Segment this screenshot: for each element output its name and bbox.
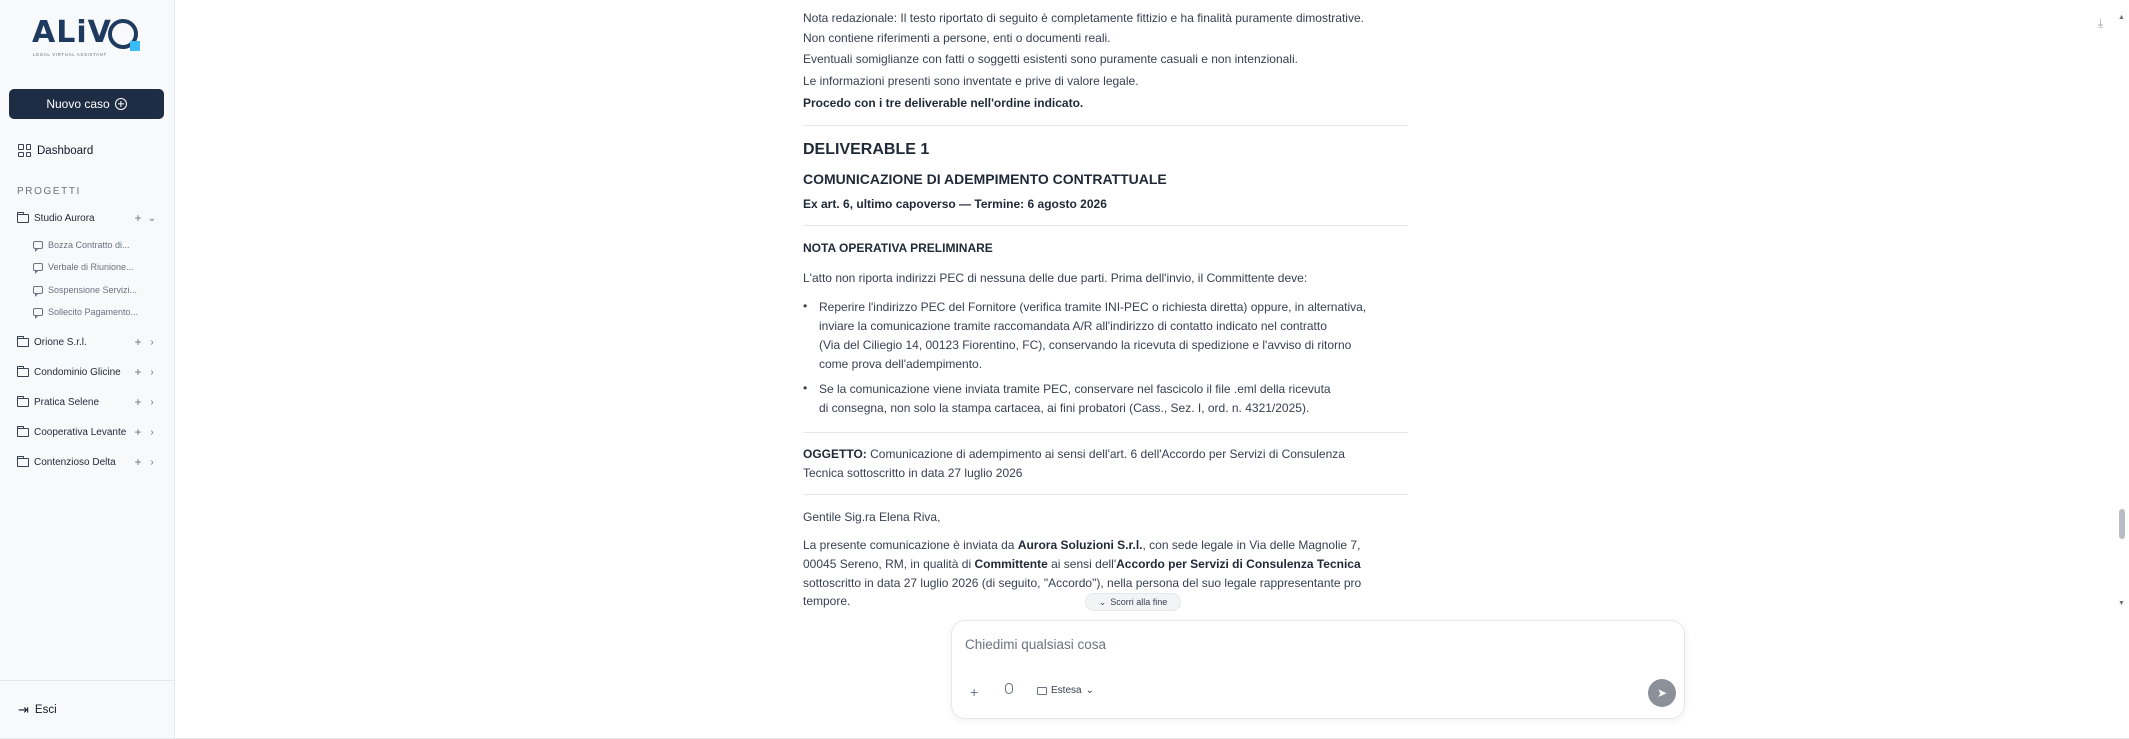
assistant-message xyxy=(803,0,1583,610)
company-name: Aurora Soluzioni S.r.l. xyxy=(1017,538,1143,552)
scrollbar-thumb[interactable] xyxy=(2119,509,2125,539)
bullet-line: Se la comunicazione viene inviata tramite PEC, conservare nel fascicolo il file .eml della ricevuta xyxy=(819,382,1331,396)
subject-line xyxy=(803,446,1345,462)
bullet-line: inviare la comunicazione tramite raccomandata A/R all'indirizzo di contatto indicato nel contratto xyxy=(819,319,1327,333)
chevron-right-icon[interactable]: › xyxy=(150,366,154,378)
body-line xyxy=(803,537,1360,553)
scrollbar[interactable] xyxy=(2118,14,2126,614)
project-item[interactable] xyxy=(17,395,159,409)
bullet-line: come prova dell'adempimento. xyxy=(819,357,983,371)
chat-bubble-icon xyxy=(33,308,43,316)
proceed-line: Procedo con i tre deliverable nell'ordine indicato. xyxy=(803,96,1084,110)
new-case-label: Nuovo caso xyxy=(46,97,110,111)
note-line: Eventuali somiglianze con fatti o soggetti esistenti sono puramente casuali e non intenzionali. xyxy=(803,52,1298,66)
logout-button[interactable] xyxy=(18,702,57,718)
bullet-line: di consegna, non solo la stampa cartacea, ai fini probatori (Cass., Sez. I, ord. n. 4321/2025). xyxy=(819,401,1310,415)
folder-icon xyxy=(17,428,29,437)
bullet-marker: • xyxy=(803,299,808,313)
deliverable-heading: DELIVERABLE 1 xyxy=(803,141,930,158)
chat-input[interactable] xyxy=(965,633,1655,655)
bullet-item xyxy=(819,298,1366,374)
sidebar xyxy=(0,0,175,739)
communication-title: COMUNICAZIONE DI ADEMPIMENTO CONTRATTUALE xyxy=(803,171,1167,187)
body-line: tempore. xyxy=(803,594,851,608)
plus-circle-icon xyxy=(115,98,127,110)
chevron-right-icon[interactable]: › xyxy=(150,456,154,468)
project-item[interactable] xyxy=(17,211,159,225)
folder-icon xyxy=(17,338,29,347)
new-case-button[interactable] xyxy=(9,89,164,119)
conversation-item[interactable] xyxy=(33,307,138,317)
divider xyxy=(803,432,1408,433)
project-item[interactable] xyxy=(17,425,159,439)
project-name: Cooperativa Levante xyxy=(34,426,127,438)
operative-note-intro: L'atto non riporta indirizzi PEC di nessuna delle due parti. Prima dell'invio, il Committente deve: xyxy=(803,271,1308,285)
agreement-name: Accordo per Servizi di Consulenza Tecnica xyxy=(1116,557,1361,571)
chevron-down-icon: ⌄ xyxy=(1085,685,1094,696)
add-conversation-icon[interactable]: + xyxy=(134,335,142,349)
dashboard-grid-icon xyxy=(18,144,31,157)
chevron-down-icon: ⌄ xyxy=(1098,596,1107,607)
conversation-item[interactable] xyxy=(33,240,130,250)
divider xyxy=(803,225,1408,226)
body-text: 00045 Sereno, RM, in qualità di xyxy=(803,557,975,571)
bullet-item xyxy=(819,380,1331,418)
project-item[interactable] xyxy=(17,335,159,349)
microphone-icon[interactable] xyxy=(1005,683,1013,694)
body-text: La presente comunicazione è inviata da xyxy=(803,538,1018,552)
folder-icon xyxy=(17,398,29,407)
communication-subtitle: Ex art. 6, ultimo capoverso — Termine: 6 agosto 2026 xyxy=(803,197,1107,211)
scroll-up-arrow-icon[interactable]: ▲ xyxy=(2118,14,2125,21)
logo-ring-icon xyxy=(108,19,138,49)
add-conversation-icon[interactable]: + xyxy=(134,395,142,409)
bullet-line: Reperire l'indirizzo PEC del Fornitore (verifica tramite INI-PEC o richiesta diretta) oppure, in alternativa, xyxy=(819,300,1367,314)
logo-subtitle: LEGAL VIRTUAL ASSISTANT xyxy=(33,52,107,57)
bullet-line: (Via del Ciliegio 14, 00123 Fiorentino, FC), conservando la ricevuta di spedizione e l'avviso di ritorno xyxy=(819,338,1352,352)
subject-text: Comunicazione di adempimento ai sensi dell'art. 6 dell'Accordo per Servizi di Consulenza xyxy=(866,447,1345,461)
response-mode-label: Estesa xyxy=(1051,685,1082,696)
attach-plus-icon[interactable]: + xyxy=(970,684,979,700)
operative-note-heading: NOTA OPERATIVA PRELIMINARE xyxy=(803,241,993,255)
body-line: sottoscritto in data 27 luglio 2026 (di seguito, "Accordo"), nella persona del suo legale rappresentante pro xyxy=(803,576,1362,590)
conversation-item[interactable] xyxy=(33,262,134,272)
body-text: , con sede legale in Via delle Magnolie 7, xyxy=(1142,538,1361,552)
folder-icon xyxy=(17,458,29,467)
project-item[interactable] xyxy=(17,455,159,469)
chevron-right-icon[interactable]: › xyxy=(150,336,154,348)
scroll-to-end-button[interactable] xyxy=(1085,593,1181,611)
chat-bubble-icon xyxy=(33,263,43,271)
folder-icon xyxy=(17,214,29,223)
message-composer xyxy=(951,620,1685,719)
project-name: Studio Aurora xyxy=(34,212,95,224)
chevron-down-icon[interactable]: ⌄ xyxy=(147,212,157,224)
chat-bubble-icon xyxy=(33,241,43,249)
role-name: Committente xyxy=(974,557,1048,571)
chat-bubble-icon xyxy=(33,286,43,294)
logo-text: ALiV xyxy=(32,15,112,50)
body-text: ai sensi dell' xyxy=(1047,557,1117,571)
scroll-to-end-label: Scorri alla fine xyxy=(1110,597,1168,607)
body-line xyxy=(803,556,1361,572)
conversation-title: Bozza Contratto di... xyxy=(48,240,130,250)
sidebar-item-dashboard[interactable] xyxy=(18,144,93,157)
sidebar-divider xyxy=(0,680,175,681)
chevron-right-icon[interactable]: › xyxy=(150,396,154,408)
app-logo[interactable] xyxy=(32,15,144,62)
add-conversation-icon[interactable]: + xyxy=(134,455,142,469)
logout-icon: ⇥ xyxy=(18,702,29,717)
project-name: Orione S.r.l. xyxy=(34,336,87,348)
subject-label: OGGETTO: xyxy=(803,447,867,461)
send-button[interactable] xyxy=(1648,679,1676,707)
project-name: Pratica Selene xyxy=(34,396,100,408)
response-mode-select[interactable] xyxy=(1037,685,1094,696)
note-line: Le informazioni presenti sono inventate e prive di valore legale. xyxy=(803,74,1139,88)
download-icon[interactable]: ⤓ xyxy=(2098,16,2104,30)
bullet-marker: • xyxy=(803,381,808,395)
conversation-item[interactable] xyxy=(33,285,137,295)
book-icon xyxy=(1037,687,1047,695)
folder-icon xyxy=(17,368,29,377)
conversation-title: Sospensione Servizi... xyxy=(48,285,138,295)
add-conversation-icon[interactable]: + xyxy=(134,425,142,439)
note-line: Non contiene riferimenti a persone, enti o documenti reali. xyxy=(803,31,1111,45)
note-line: Nota redazionale: Il testo riportato di seguito è completamente fittizio e ha finalità puramente dimostrative. xyxy=(803,11,1364,25)
scroll-down-arrow-icon[interactable]: ▼ xyxy=(2118,600,2125,607)
divider xyxy=(803,125,1408,126)
subject-line-2: Tecnica sottoscritto in data 27 luglio 2026 xyxy=(803,466,1023,480)
conversation-title: Sollecito Pagamento... xyxy=(48,307,139,317)
chat-main-area xyxy=(176,0,2129,739)
send-icon: ➤ xyxy=(1656,686,1668,700)
project-name: Contenzioso Delta xyxy=(34,456,116,468)
project-item[interactable] xyxy=(17,365,159,379)
add-conversation-icon[interactable]: + xyxy=(134,365,142,379)
conversation-title: Verbale di Riunione... xyxy=(48,262,134,272)
divider xyxy=(803,494,1408,495)
add-conversation-icon[interactable]: + xyxy=(134,211,142,225)
project-name: Condominio Glicine xyxy=(34,366,121,378)
greeting: Gentile Sig.ra Elena Riva, xyxy=(803,510,941,524)
sidebar-item-label: Dashboard xyxy=(37,144,94,157)
chevron-right-icon[interactable]: › xyxy=(150,426,154,438)
logout-label: Esci xyxy=(34,704,57,716)
projects-section-label: PROGETTI xyxy=(17,186,81,197)
